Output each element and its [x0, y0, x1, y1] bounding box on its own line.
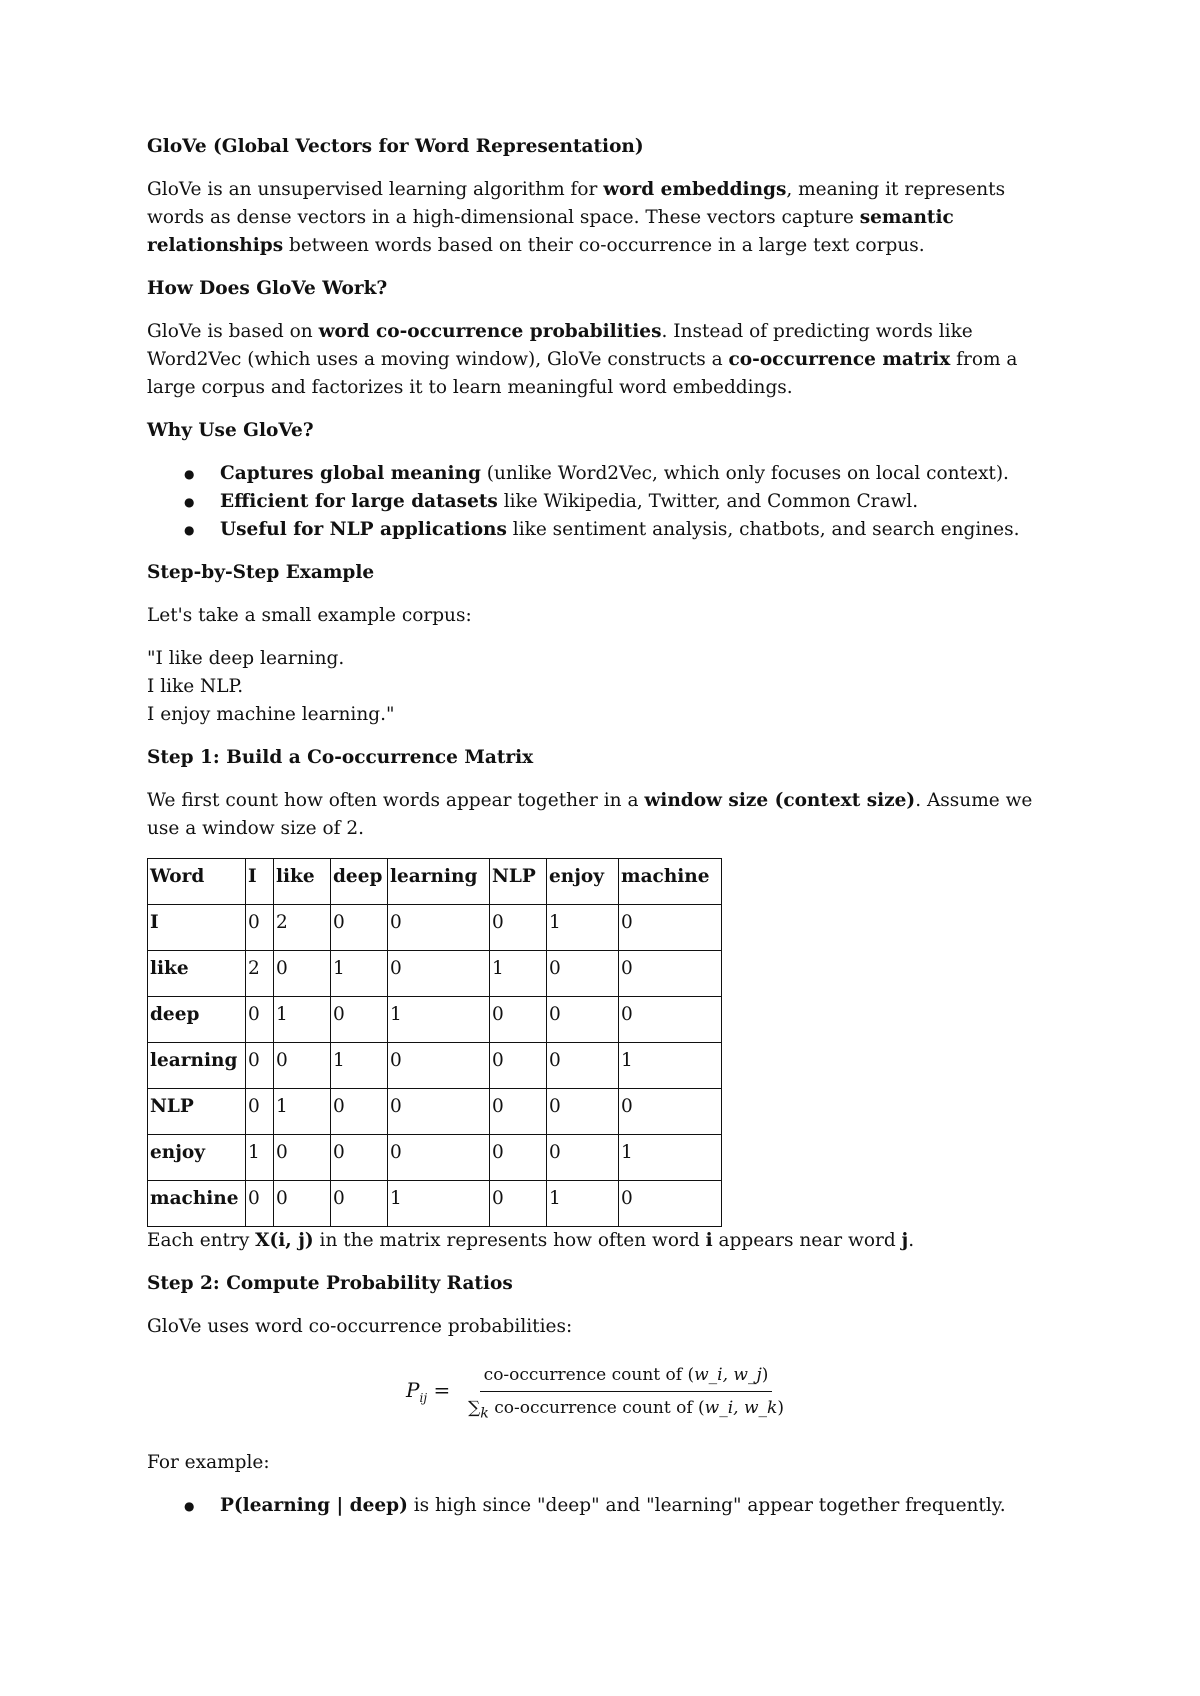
table-header-cell: deep: [331, 859, 388, 905]
index-j: j: [901, 1230, 909, 1251]
intro-text: between words based on their co-occurrence in a large text corpus.: [283, 235, 925, 256]
how-text: from a large corpus and factorizes it to learn meaningful word embeddings.: [147, 349, 1018, 398]
table-cell-count: 0: [490, 1089, 547, 1135]
table-row-word: enjoy: [148, 1135, 246, 1181]
table-cell-count: 0: [547, 1135, 619, 1181]
list-item-bold: Useful for NLP applications: [220, 519, 507, 540]
formula-denominator: [464, 1392, 788, 1427]
table-row-word: learning: [148, 1043, 246, 1089]
table-row: [148, 1043, 722, 1089]
table-cell-count: 0: [246, 905, 274, 951]
why-list: [147, 460, 1047, 544]
table-cell-count: 1: [246, 1135, 274, 1181]
table-cell-count: 0: [388, 1089, 490, 1135]
table-cell-count: 0: [388, 905, 490, 951]
list-item-bold: Efficient for large datasets: [220, 491, 498, 512]
table-cell-count: 0: [274, 1135, 331, 1181]
step1-text: . Assume we use a window size of 2.: [147, 790, 1033, 839]
table-cell-count: 0: [547, 1089, 619, 1135]
table-row: [148, 997, 722, 1043]
sum-index: k: [480, 1405, 489, 1422]
step1-after-text: in the matrix represents how often word: [313, 1230, 706, 1251]
table-cell-count: 0: [246, 1181, 274, 1227]
table-cell-count: 1: [331, 1043, 388, 1089]
table-cell-count: 0: [619, 997, 722, 1043]
table-cell-count: 1: [274, 997, 331, 1043]
table-cell-count: 1: [388, 1181, 490, 1227]
list-item: [220, 1492, 1047, 1520]
formula-lhs-subscript: ij: [419, 1391, 428, 1406]
table-cell-count: 0: [331, 1089, 388, 1135]
table-cell-count: 2: [274, 905, 331, 951]
denominator-vars: w_i, w_k: [704, 1398, 778, 1418]
table-row-word: NLP: [148, 1089, 246, 1135]
list-item-text: like sentiment analysis, chatbots, and search engines.: [506, 519, 1020, 540]
intro-bold-term: word embeddings: [603, 179, 787, 200]
table-row-word: I: [148, 905, 246, 951]
intro-paragraph: [147, 176, 1047, 260]
example-corpus: [147, 645, 1047, 729]
table-cell-count: 0: [547, 1043, 619, 1089]
step1-paragraph: [147, 787, 1047, 843]
step1-after-text: .: [908, 1230, 915, 1251]
table-cell-count: 0: [274, 1043, 331, 1089]
denominator-text: co-occurrence count of (: [488, 1398, 705, 1418]
table-header-cell: enjoy: [547, 859, 619, 905]
list-item-text: (unlike Word2Vec, which only focuses on local context).: [480, 463, 1009, 484]
step2-list: [147, 1492, 1047, 1520]
formula-fraction: [464, 1361, 788, 1427]
section-heading-step1: Step 1: Build a Co-occurrence Matrix: [147, 747, 534, 768]
step1-after-paragraph: [147, 1227, 1047, 1255]
list-item-bold: Captures global meaning: [220, 463, 481, 484]
table-cell-count: 1: [547, 905, 619, 951]
table-row: [148, 951, 722, 997]
table-row: [148, 1135, 722, 1181]
table-cell-count: 1: [388, 997, 490, 1043]
probability-formula: [147, 1361, 1047, 1427]
table-cell-count: 0: [246, 1043, 274, 1089]
table-cell-count: 0: [274, 1181, 331, 1227]
table-cell-count: 1: [547, 1181, 619, 1227]
table-cell-count: 1: [331, 951, 388, 997]
sum-symbol: ∑: [468, 1398, 481, 1418]
denominator-close: ): [777, 1398, 784, 1418]
how-bold-term: co-occurrence matrix: [728, 349, 951, 370]
step1-text: We first count how often words appear together in a: [147, 790, 645, 811]
formula-lhs-symbol: P: [406, 1378, 420, 1403]
table-cell-count: 1: [274, 1089, 331, 1135]
section-heading-how: How Does GloVe Work?: [147, 278, 388, 299]
list-item: [220, 488, 1047, 516]
table-cell-count: 0: [490, 905, 547, 951]
table-cell-count: 0: [490, 1181, 547, 1227]
table-cell-count: 0: [547, 951, 619, 997]
table-cell-count: 0: [331, 905, 388, 951]
list-item: [220, 516, 1047, 544]
how-paragraph: [147, 318, 1047, 402]
step2-intro: GloVe uses word co-occurrence probabilities:: [147, 1316, 573, 1337]
cooccurrence-table: [147, 858, 722, 1227]
numerator-vars: w_i, w_j: [694, 1365, 762, 1385]
corpus-line: I like NLP.: [147, 676, 244, 697]
index-i: i: [705, 1230, 713, 1251]
list-item-text: is high since "deep" and "learning" appear together frequently.: [407, 1495, 1006, 1517]
list-item-bold: P(learning | deep): [220, 1495, 408, 1517]
step1-after-text: appears near word: [712, 1230, 902, 1251]
table-cell-count: 0: [619, 905, 722, 951]
formula-lhs: [406, 1378, 451, 1406]
step1-bold-term: window size (context size): [644, 790, 916, 811]
table-cell-count: 1: [619, 1135, 722, 1181]
table-cell-count: 0: [490, 997, 547, 1043]
table-cell-count: 0: [619, 951, 722, 997]
list-item-text: like Wikipedia, Twitter, and Common Crawl.: [497, 491, 919, 512]
table-cell-count: 0: [246, 1089, 274, 1135]
example-intro: Let's take a small example corpus:: [147, 605, 472, 626]
table-cell-count: 0: [331, 997, 388, 1043]
table-cell-count: 2: [246, 951, 274, 997]
table-cell-count: 0: [388, 1135, 490, 1181]
table-row: [148, 1181, 722, 1227]
list-item: [220, 460, 1047, 488]
table-header-cell: machine: [619, 859, 722, 905]
table-cell-count: 0: [619, 1089, 722, 1135]
table-cell-count: 0: [619, 1181, 722, 1227]
corpus-line: "I like deep learning.: [147, 648, 345, 669]
how-text: GloVe is based on: [147, 321, 319, 342]
formula-equals: =: [433, 1378, 451, 1403]
table-cell-count: 0: [547, 997, 619, 1043]
table-row-word: machine: [148, 1181, 246, 1227]
table-header-cell: NLP: [490, 859, 547, 905]
table-cell-count: 0: [490, 1043, 547, 1089]
table-header-cell: like: [274, 859, 331, 905]
intro-bold-term: semantic relationships: [147, 207, 954, 256]
matrix-entry-notation: X(i, j): [255, 1230, 314, 1251]
table-cell-count: 0: [274, 951, 331, 997]
numerator-close: ): [761, 1365, 769, 1385]
how-bold-term: word co-occurrence probabilities: [318, 321, 662, 342]
how-text: . Instead of predicting words like Word2Vec (which uses a moving window), GloVe constructs a: [147, 321, 973, 370]
table-row: [148, 1089, 722, 1135]
table-cell-count: 0: [331, 1135, 388, 1181]
step1-after-text: Each entry: [147, 1230, 256, 1251]
table-cell-count: 0: [388, 951, 490, 997]
section-heading-step2: Step 2: Compute Probability Ratios: [147, 1273, 513, 1294]
for-example-label: For example:: [147, 1452, 270, 1474]
table-row-word: deep: [148, 997, 246, 1043]
table-cell-count: 0: [331, 1181, 388, 1227]
document-page: [147, 133, 1047, 1535]
corpus-line: I enjoy machine learning.": [147, 704, 395, 725]
table-cell-count: 0: [246, 997, 274, 1043]
section-heading-why: Why Use GloVe?: [147, 420, 314, 441]
intro-text: , meaning it represents words as dense vectors in a high-dimensional space. These vectors capture: [147, 179, 1006, 228]
table-header-row: [148, 859, 722, 905]
table-cell-count: 1: [619, 1043, 722, 1089]
table-row: [148, 905, 722, 951]
table-header-cell: learning: [388, 859, 490, 905]
document-title: GloVe (Global Vectors for Word Representation): [147, 136, 644, 157]
intro-text: GloVe is an unsupervised learning algorithm for: [147, 179, 604, 200]
table-header-cell: Word: [148, 859, 246, 905]
formula-numerator: [480, 1361, 773, 1392]
table-cell-count: 1: [490, 951, 547, 997]
table-header-cell: I: [246, 859, 274, 905]
table-row-word: like: [148, 951, 246, 997]
table-cell-count: 0: [490, 1135, 547, 1181]
numerator-text: co-occurrence count of (: [483, 1365, 695, 1385]
table-cell-count: 0: [388, 1043, 490, 1089]
section-heading-example: Step-by-Step Example: [147, 562, 375, 583]
